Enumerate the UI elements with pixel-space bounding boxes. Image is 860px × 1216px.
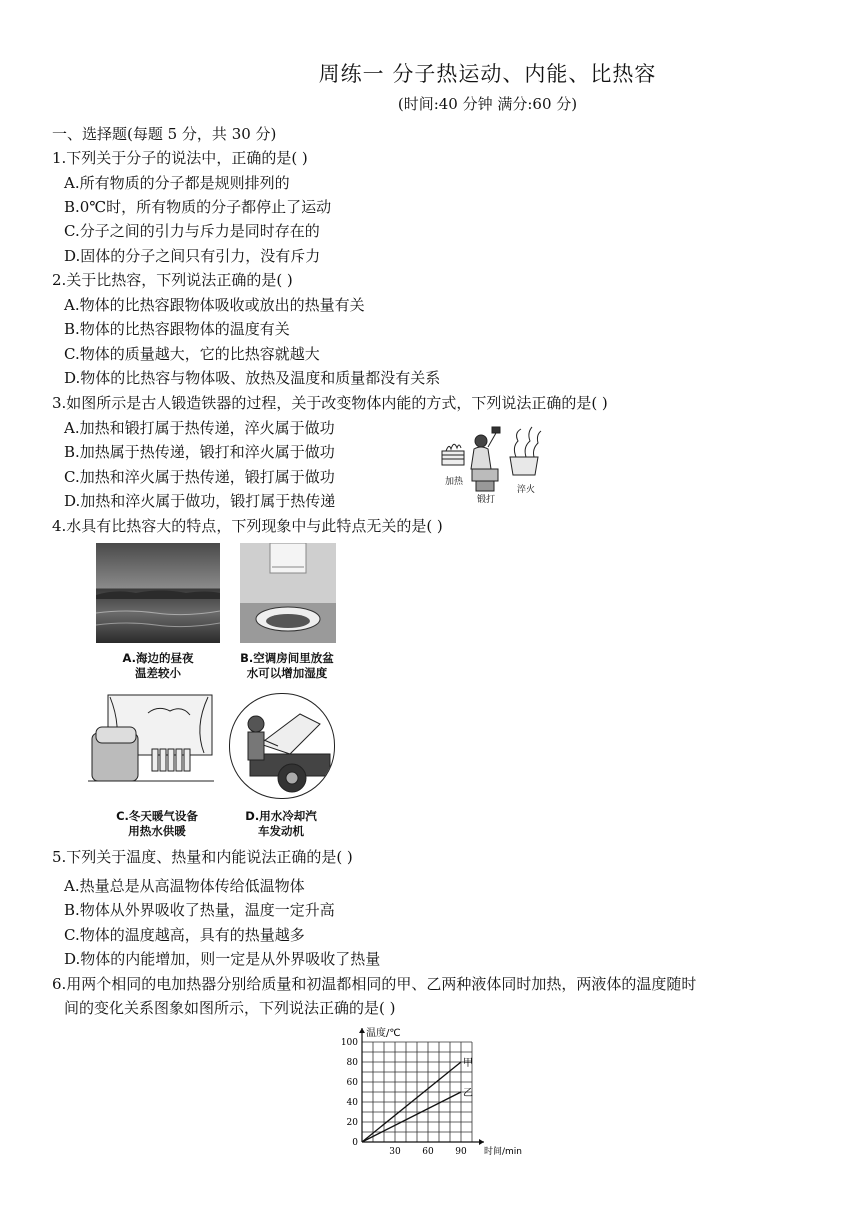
question-2-option-c[interactable]: C.物体的质量越大，它的比热容就越大 (64, 345, 320, 363)
caption-c (92, 809, 222, 839)
question-5-stem: 5.下列关于温度、热量和内能说法正确的是( ) (52, 848, 353, 866)
series-label-jia: 甲 (463, 1058, 473, 1069)
temperature-time-chart (336, 1020, 526, 1162)
y-axis-arrow (359, 1028, 365, 1033)
question-1-option-d[interactable]: D.固体的分子之间只有引力，没有斥力 (64, 247, 321, 265)
question-1-option-a[interactable]: A.所有物质的分子都是规则排列的 (64, 174, 290, 192)
x-axis-label: 时间/min (484, 1147, 523, 1157)
x-tick-label: 60 (422, 1147, 434, 1157)
question-5-option-c[interactable]: C.物体的温度越高，具有的热量越多 (64, 926, 305, 944)
question-6-stem-line1: 6.用两个相同的电加热器分别给质量和初温都相同的甲、乙两种液体同时加热，两液体的温度随时 (52, 975, 697, 993)
forging-figure (436, 423, 560, 505)
question-5-option-b[interactable]: B.物体从外界吸收了热量，温度一定升高 (64, 901, 335, 919)
y-tick-label: 100 (340, 1038, 358, 1048)
caption-b-line2: 水可以增加湿度 (246, 666, 328, 680)
photo-radiator[interactable] (88, 693, 214, 793)
question-5-option-a[interactable]: A.热量总是从高温物体传给低温物体 (64, 877, 305, 895)
caption-c-line2: 用热水供暖 (128, 824, 186, 838)
photo-seaside[interactable] (96, 543, 220, 643)
caption-d (216, 809, 346, 839)
question-2-option-a[interactable]: A.物体的比热容跟物体吸收或放出的热量有关 (64, 296, 365, 314)
x-tick-label: 30 (389, 1147, 401, 1157)
y-axis-label: 温度/℃ (366, 1028, 401, 1039)
question-2-stem: 2.关于比热容，下列说法正确的是( ) (52, 271, 293, 289)
photo-ac-room[interactable] (240, 543, 336, 643)
question-3-option-a[interactable]: A.加热和锻打属于热传递，淬火属于做功 (64, 419, 335, 437)
question-1-option-c[interactable]: C.分子之间的引力与斥力是同时存在的 (64, 222, 320, 240)
question-1-option-b[interactable]: B.0℃时，所有物质的分子都停止了运动 (64, 198, 332, 216)
figure-label-forging: 锻打 (476, 495, 495, 505)
y-tick-label: 60 (346, 1078, 358, 1088)
page-title: 周练一 分子热运动、内能、比热容 (318, 62, 657, 86)
question-6-stem-line2: 间的变化关系图象如图所示，下列说法正确的是( ) (64, 999, 396, 1017)
y-tick-label: 40 (346, 1098, 358, 1108)
y-tick-label: 0 (352, 1138, 358, 1148)
question-1-stem: 1.下列关于分子的说法中，正确的是( ) (52, 149, 308, 167)
series-label-yi: 乙 (463, 1088, 473, 1099)
question-2-option-b[interactable]: B.物体的比热容跟物体的温度有关 (64, 320, 290, 338)
y-tick-label: 80 (346, 1058, 358, 1068)
x-tick-label: 90 (455, 1147, 467, 1157)
caption-b-line1: B.空调房间里放盆 (240, 651, 334, 665)
caption-a (96, 651, 220, 681)
series-line-yi (362, 1092, 461, 1142)
caption-b (222, 651, 352, 681)
ac-room-image (240, 543, 336, 643)
page-subtitle: (时间:40 分钟 满分:60 分) (397, 95, 578, 113)
caption-c-line1: C.冬天暖气设备 (116, 809, 198, 823)
question-3-option-b[interactable]: B.加热属于热传递，锻打和淬火属于做功 (64, 443, 335, 461)
question-3-option-c[interactable]: C.加热和淬火属于热传递，锻打属于做功 (64, 468, 335, 486)
figure-label-heating: 加热 (444, 477, 463, 487)
x-axis-arrow (479, 1139, 484, 1145)
y-tick-label: 20 (346, 1118, 358, 1128)
figure-label-quenching: 淬火 (516, 485, 535, 495)
question-2-option-d[interactable]: D.物体的比热容与物体吸、放热及温度和质量都没有关系 (64, 369, 441, 387)
caption-a-line2: 温差较小 (135, 666, 181, 680)
radiator-image (88, 693, 214, 793)
question-4-stem: 4.水具有比热容大的特点，下列现象中与此特点无关的是( ) (52, 517, 443, 535)
photo-car-engine[interactable] (229, 693, 335, 799)
question-5-option-d[interactable]: D.物体的内能增加，则一定是从外界吸收了热量 (64, 950, 381, 968)
question-3-option-d[interactable]: D.加热和淬火属于做功，锻打属于热传递 (64, 492, 336, 510)
section-heading: 一、选择题(每题 5 分，共 30 分) (52, 125, 277, 143)
question-3-stem: 3.如图所示是古人锻造铁器的过程，关于改变物体内能的方式，下列说法正确的是( ) (52, 394, 608, 412)
car-engine-image (230, 694, 334, 798)
seaside-image (96, 543, 220, 643)
caption-a-line1: A.海边的昼夜 (122, 651, 194, 665)
caption-d-line1: D.用水冷却汽 (245, 809, 317, 823)
caption-d-line2: 车发动机 (258, 824, 304, 838)
